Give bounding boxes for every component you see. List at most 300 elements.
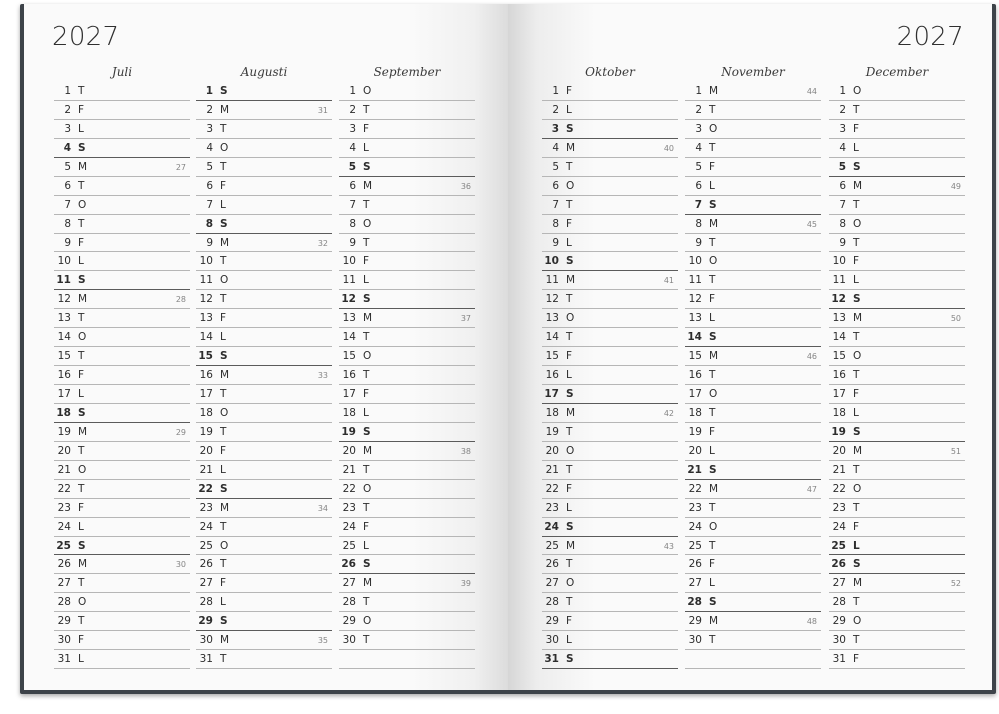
day-number: 17 <box>199 388 213 400</box>
weekday-letter: T <box>853 236 860 249</box>
day-row <box>339 347 475 366</box>
weekday-letter: T <box>709 236 716 249</box>
weekday-letter: M <box>363 179 373 192</box>
day-number: 14 <box>545 331 559 344</box>
day-number: 15 <box>342 350 356 363</box>
weekday-letter: L <box>853 539 860 552</box>
day-row <box>196 650 332 669</box>
day-number: 3 <box>206 122 213 135</box>
day-row <box>196 574 332 593</box>
day-row <box>829 139 965 158</box>
weekday-letter: S <box>363 160 371 173</box>
day-number: 4 <box>695 141 702 154</box>
month-column-september <box>339 62 475 669</box>
day-row <box>542 120 678 139</box>
week-number: 47 <box>806 484 817 494</box>
day-row <box>685 631 821 650</box>
day-row <box>542 196 678 215</box>
day-number: 5 <box>206 160 213 173</box>
day-number: 10 <box>57 255 71 268</box>
day-number: 14 <box>199 331 213 344</box>
day-number: 23 <box>342 501 356 514</box>
day-number: 5 <box>348 160 356 173</box>
weekday-letter: F <box>566 482 573 495</box>
day-number: 21 <box>687 463 702 476</box>
day-number: 6 <box>695 179 702 192</box>
day-row <box>829 555 965 574</box>
day-number: 13 <box>199 312 213 325</box>
weekday-letter: O <box>78 463 87 476</box>
day-row <box>542 423 678 442</box>
weekday-letter: O <box>220 406 229 419</box>
day-row <box>54 574 190 593</box>
day-row <box>685 328 821 347</box>
day-row <box>829 480 965 499</box>
day-row <box>542 461 678 480</box>
day-number: 8 <box>205 217 213 230</box>
day-number: 26 <box>545 558 559 571</box>
weekday-letter: T <box>709 274 716 287</box>
day-row <box>829 366 965 385</box>
day-number: 9 <box>552 236 559 249</box>
week-number: 29 <box>175 427 186 437</box>
day-row <box>54 309 190 328</box>
day-number: 25 <box>831 539 846 552</box>
weekday-letter: O <box>78 331 87 344</box>
day-number: 2 <box>64 103 71 116</box>
week-number: 51 <box>950 446 961 456</box>
day-number: 1 <box>205 85 213 97</box>
weekday-letter: T <box>78 577 85 590</box>
day-row <box>54 101 190 120</box>
day-row <box>542 480 678 499</box>
day-row <box>685 309 821 328</box>
day-number: 23 <box>199 501 213 514</box>
day-row <box>196 215 332 234</box>
day-row <box>542 215 678 234</box>
day-number: 11 <box>688 274 702 287</box>
day-number: 25 <box>199 539 213 552</box>
weekday-letter: F <box>853 255 860 268</box>
day-row <box>196 158 332 177</box>
weekday-letter: T <box>78 350 85 363</box>
weekday-letter: M <box>709 350 719 363</box>
weekday-letter: T <box>566 198 573 211</box>
day-row <box>542 574 678 593</box>
day-number: 10 <box>544 255 559 268</box>
day-number: 20 <box>832 444 846 457</box>
weekday-letter: M <box>709 615 719 628</box>
weekday-letter: L <box>566 103 572 116</box>
day-number: 9 <box>349 236 356 249</box>
day-row <box>542 252 678 271</box>
day-number: 23 <box>545 501 559 514</box>
month-column-november <box>685 62 821 669</box>
day-row <box>685 499 821 518</box>
weekday-letter: M <box>363 577 373 590</box>
day-number: 1 <box>349 85 356 97</box>
day-row <box>196 366 332 385</box>
weekday-letter: O <box>566 179 575 192</box>
day-number: 30 <box>57 634 71 647</box>
weekday-letter: O <box>853 85 862 97</box>
day-number: 7 <box>349 198 356 211</box>
day-row <box>829 158 965 177</box>
day-row <box>339 593 475 612</box>
day-number: 30 <box>199 634 213 647</box>
day-row <box>54 537 190 556</box>
weekday-letter: T <box>566 463 573 476</box>
weekday-letter: S <box>220 615 228 628</box>
day-row <box>542 385 678 404</box>
day-row <box>685 196 821 215</box>
day-row <box>685 518 821 537</box>
day-number: 13 <box>832 312 846 325</box>
day-number: 8 <box>839 217 846 230</box>
weekday-letter: T <box>853 331 860 344</box>
day-number: 6 <box>839 179 846 192</box>
day-row <box>542 309 678 328</box>
weekday-letter: F <box>566 217 573 230</box>
day-number: 31 <box>544 653 559 666</box>
weekday-letter: T <box>853 463 860 476</box>
day-row <box>542 347 678 366</box>
day-number: 12 <box>57 293 71 306</box>
day-row <box>685 271 821 290</box>
day-row <box>54 82 190 101</box>
weekday-letter: T <box>363 103 370 116</box>
month-column-juli <box>54 62 190 669</box>
weekday-letter: L <box>363 539 369 552</box>
weekday-letter: L <box>363 406 369 419</box>
day-number: 15 <box>57 350 71 363</box>
weekday-letter: T <box>853 369 860 382</box>
weekday-letter: M <box>566 274 576 287</box>
day-number: 5 <box>552 160 559 173</box>
day-row <box>542 139 678 158</box>
week-number: 48 <box>806 617 817 627</box>
day-row <box>829 574 965 593</box>
weekday-letter: S <box>78 406 86 419</box>
weekday-letter: F <box>709 425 716 438</box>
day-number: 11 <box>56 274 71 287</box>
month-column-augusti <box>196 62 332 669</box>
day-number: 3 <box>551 122 559 135</box>
weekday-letter: M <box>78 425 88 438</box>
day-row <box>339 177 475 196</box>
day-row <box>196 101 332 120</box>
day-number: 28 <box>342 596 356 609</box>
day-row <box>196 328 332 347</box>
day-row <box>339 82 475 101</box>
day-row <box>54 423 190 442</box>
weekday-letter: M <box>709 217 719 230</box>
day-row <box>54 120 190 139</box>
day-row <box>685 347 821 366</box>
day-number: 5 <box>695 160 702 173</box>
day-number: 18 <box>545 406 559 419</box>
week-number: 40 <box>663 143 674 153</box>
day-number: 29 <box>688 615 702 628</box>
day-row <box>196 612 332 631</box>
week-number: 49 <box>950 181 961 191</box>
weekday-letter: T <box>78 179 85 192</box>
weekday-letter: M <box>220 634 230 647</box>
weekday-letter: T <box>363 236 370 249</box>
day-number: 18 <box>688 406 702 419</box>
weekday-letter: T <box>853 596 860 609</box>
day-row <box>196 234 332 253</box>
day-row <box>196 347 332 366</box>
day-row <box>542 631 678 650</box>
day-number: 20 <box>57 444 71 457</box>
week-number: 52 <box>950 579 961 589</box>
day-number: 10 <box>688 255 702 268</box>
day-row <box>542 82 678 101</box>
week-number: 38 <box>460 446 471 456</box>
day-number: 26 <box>688 558 702 571</box>
day-number: 21 <box>832 463 846 476</box>
day-row <box>829 612 965 631</box>
weekday-letter: F <box>220 179 227 192</box>
day-row <box>542 234 678 253</box>
day-row <box>339 215 475 234</box>
day-row <box>196 404 332 423</box>
day-row <box>542 442 678 461</box>
day-row <box>542 271 678 290</box>
day-number: 30 <box>545 634 559 647</box>
week-number: 45 <box>806 219 817 229</box>
day-number: 18 <box>56 406 71 419</box>
weekday-letter: O <box>363 482 372 495</box>
day-row <box>54 385 190 404</box>
day-number: 9 <box>206 236 213 249</box>
weekday-letter: F <box>709 293 716 306</box>
week-number: 39 <box>460 579 471 589</box>
day-row <box>196 423 332 442</box>
day-number: 28 <box>199 596 213 609</box>
day-row <box>54 234 190 253</box>
weekday-letter: T <box>566 425 573 438</box>
weekday-letter: M <box>566 539 576 552</box>
day-number: 8 <box>695 217 702 230</box>
day-row <box>339 385 475 404</box>
day-row <box>339 309 475 328</box>
weekday-letter: L <box>220 596 226 609</box>
weekday-letter: T <box>78 217 85 230</box>
day-row <box>196 480 332 499</box>
day-number: 11 <box>545 274 559 287</box>
day-number: 14 <box>57 331 71 344</box>
day-number: 1 <box>839 85 846 97</box>
weekday-letter: T <box>78 85 85 97</box>
weekday-letter: S <box>853 160 861 173</box>
weekday-letter: O <box>566 577 575 590</box>
weekday-letter: M <box>709 482 719 495</box>
day-number: 22 <box>545 482 559 495</box>
day-number: 9 <box>64 236 71 249</box>
day-row <box>685 177 821 196</box>
weekday-letter: T <box>853 103 860 116</box>
day-row <box>54 461 190 480</box>
day-row <box>339 442 475 461</box>
day-row <box>54 555 190 574</box>
day-row <box>339 631 475 650</box>
weekday-letter: T <box>363 331 370 344</box>
day-number: 24 <box>57 520 71 533</box>
day-row <box>829 120 965 139</box>
weekday-letter: S <box>709 198 717 211</box>
day-row <box>196 631 332 650</box>
day-number: 7 <box>552 198 559 211</box>
week-number: 36 <box>460 181 471 191</box>
weekday-letter: S <box>220 482 228 495</box>
day-number: 26 <box>341 558 356 571</box>
weekday-letter: F <box>78 369 85 382</box>
weekday-letter: M <box>220 103 230 116</box>
day-number: 2 <box>349 103 356 116</box>
month-name: Juli <box>111 65 133 79</box>
day-number: 30 <box>832 634 846 647</box>
weekday-letter: T <box>853 501 860 514</box>
day-number: 6 <box>552 179 559 192</box>
weekday-letter: O <box>220 274 229 287</box>
day-number: 1 <box>64 85 71 97</box>
day-row <box>829 499 965 518</box>
day-number: 31 <box>57 653 71 666</box>
day-number: 2 <box>695 103 702 116</box>
day-row <box>685 555 821 574</box>
weekday-letter: S <box>220 85 228 97</box>
weekday-letter: T <box>363 463 370 476</box>
day-row <box>685 593 821 612</box>
weekday-letter: T <box>566 293 573 306</box>
day-number: 17 <box>544 388 559 400</box>
day-number: 20 <box>199 444 213 457</box>
day-row <box>829 177 965 196</box>
right-page <box>508 4 992 690</box>
day-row <box>196 385 332 404</box>
day-row <box>54 442 190 461</box>
month-name: December <box>865 65 929 79</box>
day-number: 8 <box>552 217 559 230</box>
weekday-letter: T <box>709 501 716 514</box>
month-name: September <box>373 65 441 79</box>
weekday-letter: L <box>709 444 715 457</box>
day-number: 26 <box>199 558 213 571</box>
weekday-letter: F <box>709 160 716 173</box>
day-number: 13 <box>342 312 356 325</box>
day-number: 28 <box>832 596 846 609</box>
weekday-letter: F <box>566 85 573 97</box>
week-number: 33 <box>317 371 328 381</box>
weekday-letter: L <box>709 312 715 325</box>
day-number: 8 <box>64 217 71 230</box>
day-number: 29 <box>545 615 559 628</box>
weekday-letter: L <box>853 141 859 154</box>
day-number: 23 <box>688 501 702 514</box>
weekday-letter: F <box>220 577 227 590</box>
day-number: 4 <box>839 141 846 154</box>
weekday-letter: L <box>78 520 84 533</box>
day-number: 25 <box>688 539 702 552</box>
weekday-letter: O <box>709 520 718 533</box>
day-row <box>54 158 190 177</box>
day-number: 29 <box>57 615 71 628</box>
day-row <box>829 101 965 120</box>
day-number: 9 <box>839 236 846 249</box>
day-number: 4 <box>63 141 71 154</box>
day-number: 27 <box>832 577 846 590</box>
weekday-letter: T <box>220 653 227 666</box>
day-row <box>829 271 965 290</box>
empty-row <box>685 650 821 669</box>
weekday-letter: M <box>853 444 863 457</box>
day-number: 10 <box>199 255 213 268</box>
weekday-letter: T <box>78 312 85 325</box>
weekday-letter: T <box>363 596 370 609</box>
day-row <box>196 82 332 101</box>
day-number: 12 <box>545 293 559 306</box>
day-row <box>829 442 965 461</box>
day-number: 22 <box>342 482 356 495</box>
weekday-letter: F <box>78 236 85 249</box>
day-number: 11 <box>342 274 356 287</box>
weekday-letter: L <box>566 501 572 514</box>
day-row <box>339 499 475 518</box>
weekday-letter: M <box>853 312 863 325</box>
day-number: 17 <box>342 388 356 400</box>
weekday-letter: L <box>566 634 572 647</box>
day-number: 3 <box>349 122 356 135</box>
day-row <box>196 290 332 309</box>
weekday-letter: S <box>853 293 861 306</box>
day-row <box>685 442 821 461</box>
weekday-letter: L <box>853 274 859 287</box>
weekday-letter: L <box>220 198 226 211</box>
weekday-letter: M <box>363 312 373 325</box>
day-number: 20 <box>688 444 702 457</box>
day-number: 2 <box>839 103 846 116</box>
weekday-letter: O <box>853 350 862 363</box>
weekday-letter: T <box>709 539 716 552</box>
week-number: 32 <box>317 238 328 248</box>
day-row <box>542 404 678 423</box>
day-number: 19 <box>688 425 702 438</box>
day-row <box>685 101 821 120</box>
weekday-letter: O <box>78 198 87 211</box>
day-row <box>685 423 821 442</box>
empty-row <box>339 650 475 669</box>
weekday-letter: M <box>220 369 230 382</box>
weekday-letter: F <box>363 520 370 533</box>
day-number: 23 <box>832 501 846 514</box>
weekday-letter: L <box>78 255 84 268</box>
day-number: 5 <box>838 160 846 173</box>
day-number: 20 <box>342 444 356 457</box>
day-row <box>54 593 190 612</box>
weekday-letter: S <box>363 425 371 438</box>
day-row <box>542 158 678 177</box>
day-row <box>339 328 475 347</box>
day-number: 12 <box>199 293 213 306</box>
day-number: 27 <box>688 577 702 590</box>
day-number: 14 <box>832 331 846 344</box>
weekday-letter: F <box>566 615 573 628</box>
day-row <box>685 215 821 234</box>
day-number: 10 <box>342 255 356 268</box>
weekday-letter: M <box>853 577 863 590</box>
